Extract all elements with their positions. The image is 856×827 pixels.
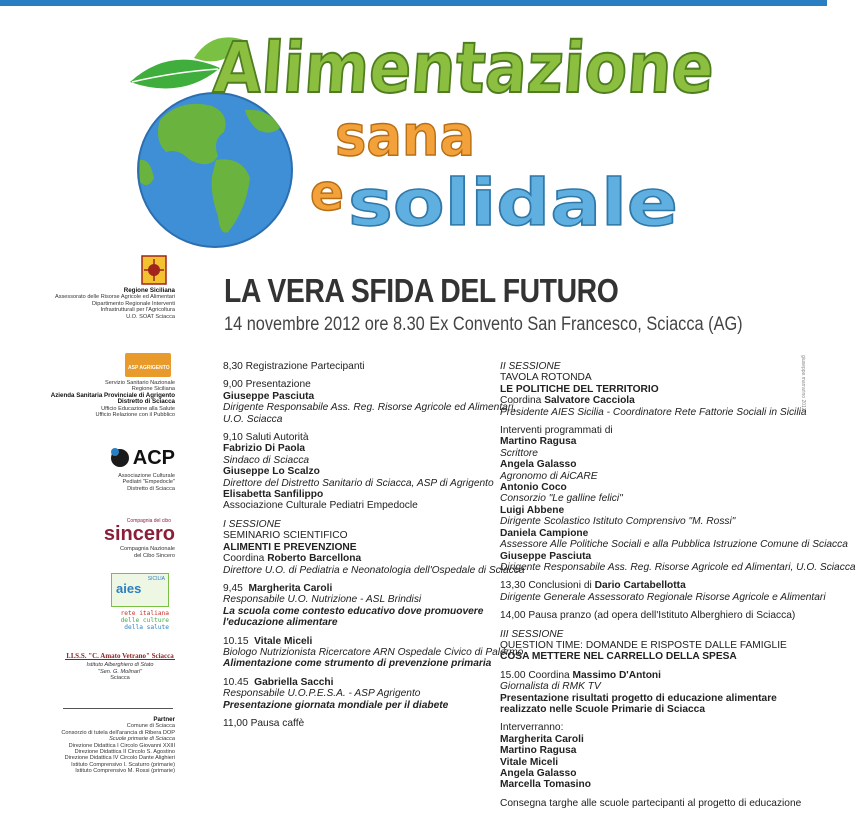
aies-logo-small: SICILIA: [147, 576, 165, 582]
title-word-4: solidale: [348, 167, 678, 241]
speaker-name: Giuseppe Pasciuta: [500, 550, 592, 562]
acp-logo-label: ACP: [132, 446, 175, 469]
speaker-role: Dirigente Responsabile Ass. Reg. Risorse Agricole ed Alimentari,: [223, 402, 517, 414]
speaker-role: U.O. Sciacca: [223, 413, 283, 425]
talk-title: Presentazione risultati progetto di educazione alimentare: [500, 692, 777, 704]
program-item: Interverranno:: [500, 722, 564, 734]
speaker-role: Responsabile U.O. Nutrizione - ASL Brindisi: [223, 594, 422, 606]
speaker-name: Daniela Campione: [500, 527, 589, 539]
program-item: Interventi programmati di: [500, 425, 613, 437]
regione-block: [25, 255, 175, 320]
speaker-role: Dirigente Generale Assessorato Regionale Risorse Agricole e Alimentari: [500, 591, 826, 603]
speaker-role: Dirigente Responsabile Ass. Reg. Risorse Agricole ed Alimentari, U.O. Sciacca: [500, 561, 856, 573]
asp-logo: [125, 353, 171, 377]
session-type: QUESTION TIME: DOMANDE E RISPOSTE DALLE FAMIGLIE: [500, 639, 787, 651]
partner-line: Direzione Didattica I Circolo Giovanni XXIII: [68, 742, 175, 749]
globe-icon: [138, 93, 292, 247]
program-time: 9,00 Presentazione: [223, 379, 311, 391]
regione-line: Assessorato delle Risorse Agricole ed Alimentari: [54, 294, 175, 301]
session-label: II SESSIONE: [500, 361, 561, 372]
session-title: COSA METTERE NEL CARRELLO DELLA SPESA: [500, 651, 737, 663]
partner-line: Istituto Comprensivo M. Rossi (primarie): [75, 768, 175, 775]
asp-name: Azienda Sanitaria Provinciale di Agrigento: [50, 391, 175, 399]
acp-logo-icon: [109, 447, 131, 469]
aies-logo: [111, 573, 169, 607]
asp-block: [25, 353, 175, 418]
program-time: 9,45: [223, 582, 243, 594]
program-time: 13,30 Conclusioni di: [500, 580, 592, 592]
program-time: 10.15: [223, 635, 249, 647]
session-label: I SESSIONE: [223, 518, 281, 530]
speaker-role: Associazione Culturale Pediatri Empedocle: [223, 500, 418, 512]
speaker-role: Consorzio "Le galline felici": [500, 493, 623, 505]
talk-title: Alimentazione come strumento di prevenzione primaria: [223, 658, 492, 670]
sincero-logo: sincero: [103, 523, 175, 546]
talk-title: l'educazione alimentare: [223, 617, 338, 629]
regione-logo: [141, 255, 167, 285]
rete-line: rete italiana: [120, 610, 169, 617]
speaker-name: Dario Cartabellotta: [594, 580, 686, 592]
speaker-role: Assessore Alle Politiche Sociali e alla Pubblica Istruzione Comune di Sciacca: [500, 539, 848, 551]
program-time: 9,10 Saluti Autorità: [223, 432, 309, 444]
program-item: 11,00 Pausa caffè: [223, 717, 305, 729]
sincero-line: del Cibo Sincero: [133, 552, 175, 559]
iiss-line: "Sen. G. Molinari": [97, 668, 143, 675]
acp-line: Distretto di Sciacca: [127, 485, 175, 492]
asp-line: Servizio Sanitario Nazionale: [105, 380, 175, 386]
title-artwork: [120, 10, 781, 260]
speaker-name: Luigi Abbene: [500, 504, 565, 516]
speaker-name: Salvatore Cacciola: [544, 395, 635, 407]
talk-title: Presentazione giornata mondiale per il diabete: [223, 699, 449, 711]
speaker-role: Giornalista di RMK TV: [500, 681, 601, 693]
partner-block: [25, 717, 175, 775]
speaker-role: Presidente AIES Sicilia - Coordinatore Rete Fattorie Sociali in Sicilia: [500, 406, 807, 418]
session-title: LE POLITICHE DEL TERRITORIO: [500, 383, 659, 395]
iiss-block: [25, 653, 175, 682]
iiss-line: Sciacca: [110, 675, 130, 682]
regione-line: U.O. SOAT Sciacca: [126, 313, 175, 320]
program-time: 15.00 Coordina: [500, 669, 570, 681]
speaker-role: Direttore U.O. di Pediatria e Neonatologia dell'Ospedale di Sciacca: [223, 564, 525, 576]
partner-divider: [63, 708, 173, 709]
speaker-name: Fabrizio Di Paola: [223, 443, 306, 455]
speaker-name: Gabriella Sacchi: [254, 676, 334, 688]
session-label: III SESSIONE: [500, 628, 564, 640]
title-word-2: sana: [335, 104, 475, 169]
asp-logo-label: ASP AGRIGENTO: [128, 365, 170, 371]
speaker-name: Giuseppe Lo Scalzo: [223, 466, 320, 478]
speaker-name: Elisabetta Sanfilippo: [223, 489, 324, 501]
asp-line: Ufficio Relazione con il Pubblico: [95, 412, 175, 419]
speaker-name: Marcella Tomasino: [500, 779, 591, 791]
speaker-name: Martino Ragusa: [500, 436, 577, 448]
page-title: LA VERA SFIDA DEL FUTURO: [224, 272, 619, 309]
partner-title: Partner: [153, 716, 175, 723]
acp-line: Pediatri "Empedocle": [122, 479, 175, 486]
partner-scuole: Scuole primarie di Sciacca: [109, 736, 175, 743]
program-item: 14,00 Pausa pranzo (ad opera dell'Istituto Alberghiero di Sciacca): [500, 610, 796, 622]
coord-prefix: Coordina: [500, 395, 542, 407]
speaker-name: Angela Galasso: [500, 459, 577, 471]
speaker-role: Scrittore: [500, 447, 538, 459]
speaker-name: Margherita Caroli: [500, 733, 584, 745]
acp-block: [25, 447, 175, 492]
coord-prefix: Coordina: [223, 553, 265, 565]
aies-logo-label: aies: [116, 581, 142, 596]
speaker-name: Vitale Miceli: [254, 635, 313, 647]
rete-line: delle culture: [120, 617, 169, 624]
partner-line: Consorzio di tutela dell'arancia di Ribera DOP: [61, 729, 175, 736]
iiss-line: Istituto Alberghiero di Stato: [86, 662, 154, 669]
speaker-role: Sindaco di Sciacca: [223, 454, 310, 466]
partner-line: Comune di Sciacca: [126, 723, 175, 730]
rete-line: della salute: [124, 624, 169, 631]
partner-line: Istituto Comprensivo I. Scaturro (primarie): [71, 761, 175, 768]
acp-line: Associazione Culturale: [118, 473, 175, 479]
session-type: SEMINARIO SCIENTIFICO: [223, 530, 348, 542]
asp-name2: Distretto di Sciacca: [117, 398, 175, 406]
regione-name: Regione Siciliana: [123, 287, 175, 294]
partner-line: Direzione Didattica IV Circolo Dante Alighieri: [64, 755, 175, 762]
regione-line: Infrastrutturali per l'Agricoltura: [100, 307, 175, 314]
talk-title: realizzato nelle Scuole Primarie di Sciacca: [500, 703, 705, 715]
top-blue-bar: [0, 0, 827, 6]
sincero-line: Compagnia Nazionale: [119, 546, 175, 553]
session-type: TAVOLA ROTONDA: [500, 372, 592, 384]
event-date-location: 14 novembre 2012 ore 8.30 Ex Convento San Francesco, Sciacca (AG): [224, 314, 743, 335]
iiss-logo: I.I.S.S. "C. Amato Vetrano" Sciacca: [66, 652, 174, 660]
speaker-name: Antonio Coco: [500, 482, 567, 494]
speaker-name: Roberto Barcellona: [267, 553, 362, 565]
speaker-name: Massimo D'Antoni: [572, 669, 661, 681]
aies-block: [25, 573, 175, 631]
title-word-1: Alimentazione: [211, 27, 781, 109]
speaker-role: Responsabile U.O.P.E.S.A. - ASP Agrigento: [223, 688, 421, 700]
session-title: ALIMENTI E PREVENZIONE: [223, 541, 357, 553]
speaker-role: Biologo Nutrizionista Ricercatore ARN Ospedale Civico di Palermo: [223, 646, 524, 658]
asp-line: Ufficio Educazione alla Salute: [101, 405, 175, 412]
talk-title: La scuola come contesto educativo dove promuovere: [223, 605, 484, 617]
speaker-name: Angela Galasso: [500, 768, 577, 779]
program-time: 10.45: [223, 676, 249, 688]
speaker-role: Dirigente Scolastico Istituto Comprensivo "M. Rossi": [500, 516, 736, 528]
title-word-3: e: [310, 164, 344, 222]
speaker-name: Margherita Caroli: [248, 582, 333, 594]
photo-credit: giuseppe.marrarino 2012: [800, 355, 806, 411]
program-item: Consegna targhe alle scuole partecipanti al progetto di educazione: [500, 797, 802, 809]
sincero-block: [25, 518, 175, 559]
speaker-role: Agronomo di AiCARE: [500, 470, 598, 482]
asp-line: Regione Siciliana: [131, 386, 175, 393]
regione-line: Dipartimento Regionale Interventi: [91, 300, 175, 307]
program-item: 8,30 Registrazione Partecipanti: [223, 361, 365, 372]
speaker-name: Martino Ragusa: [500, 745, 577, 757]
speaker-role: Direttore del Distretto Sanitario di Sciacca, ASP di Agrigento: [223, 477, 494, 489]
speaker-name: Giuseppe Pasciuta: [223, 390, 315, 402]
partner-line: Direzione Didattica II Circolo S. Agostino: [74, 749, 175, 756]
sincero-logo-top: Compagnia del cibo: [126, 518, 171, 524]
speaker-name: Vitale Miceli: [500, 756, 559, 768]
